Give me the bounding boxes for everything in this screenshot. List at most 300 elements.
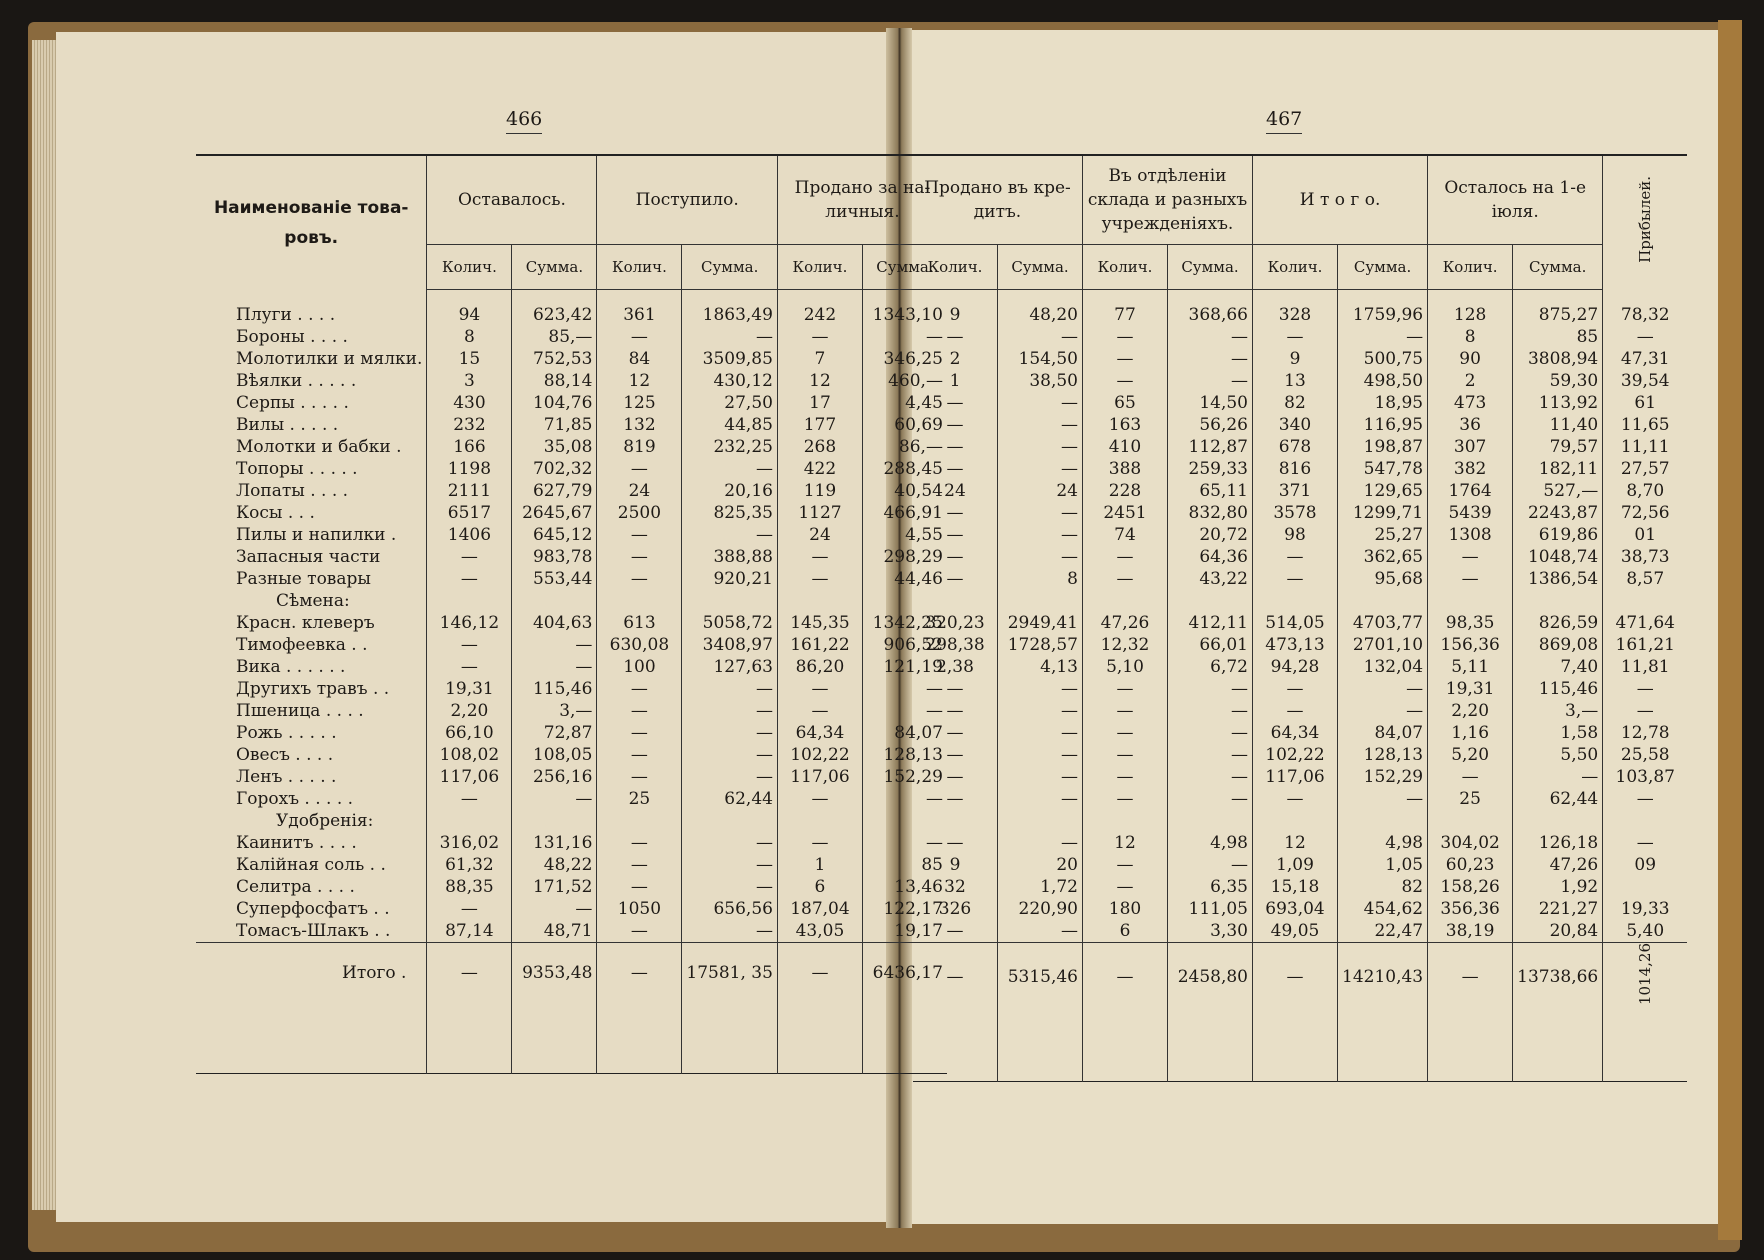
table-cell: 38,50 — [998, 370, 1083, 392]
table-cell: — — [998, 502, 1083, 524]
table-cell: — — [946, 701, 964, 721]
table-cell: 62,44 — [1513, 788, 1603, 810]
table-cell: — — [597, 854, 682, 876]
table-cell: — — [998, 524, 1083, 546]
table-row — [913, 370, 1687, 392]
table-cell: 88,14 — [512, 370, 597, 392]
table-cell: 983,78 — [512, 546, 597, 568]
table-cell: 471,64 — [1603, 612, 1688, 634]
table-cell: 6517 — [427, 502, 512, 524]
table-cell: 79,57 — [1513, 436, 1603, 458]
table-row — [913, 502, 1687, 524]
table-cell: — — [427, 788, 512, 810]
table-cell: 98,35 — [1428, 612, 1513, 634]
table-cell: 2 — [949, 349, 961, 369]
table-cell: — — [1253, 788, 1338, 810]
table-cell: — — [682, 920, 778, 943]
table-cell: — — [998, 326, 1083, 348]
table-cell: 48,22 — [512, 854, 597, 876]
table-cell: 100 — [597, 656, 682, 678]
total-cell: — — [427, 943, 512, 1004]
row-label: Лопаты . . . . — [236, 481, 349, 501]
table-cell: 128 — [1428, 304, 1513, 326]
total-cell: — — [1428, 943, 1513, 1012]
table-row — [196, 744, 947, 766]
header-sold-credit: Продано въ кре-дитъ. — [924, 178, 1071, 222]
row-label: Молотки и бабки . — [236, 437, 402, 457]
table-row — [196, 546, 947, 568]
table-row — [913, 678, 1687, 700]
table-cell: 77 — [1083, 304, 1168, 326]
table-cell: 25 — [1428, 788, 1513, 810]
table-row — [913, 546, 1687, 568]
table-cell: 19,33 — [1603, 898, 1688, 920]
table-cell: 180 — [1083, 898, 1168, 920]
table-cell: 356,36 — [1428, 898, 1513, 920]
table-cell: 112,87 — [1168, 436, 1253, 458]
header-received: Поступило. — [597, 155, 778, 245]
table-cell: 20,72 — [1168, 524, 1253, 546]
table-cell: — — [862, 788, 947, 810]
table-cell: 12 — [1083, 832, 1168, 854]
table-cell: 1,05 — [1338, 854, 1428, 876]
table-cell: 304,02 — [1428, 832, 1513, 854]
table-cell: — — [682, 700, 778, 722]
table-cell: 74 — [1083, 524, 1168, 546]
table-cell: 44,46 — [862, 568, 947, 590]
table-cell: 473 — [1428, 392, 1513, 414]
table-row — [913, 920, 1687, 943]
table-cell: 368,66 — [1168, 304, 1253, 326]
table-cell: 115,46 — [1513, 678, 1603, 700]
table-cell: 40,54 — [862, 480, 947, 502]
table-cell: 90 — [1428, 348, 1513, 370]
table-cell: — — [597, 524, 682, 546]
table-cell: 3578 — [1253, 502, 1338, 524]
table-cell: 32 — [944, 877, 966, 897]
table-cell: 460,— — [862, 370, 947, 392]
table-cell: 61,32 — [427, 854, 512, 876]
table-cell: — — [682, 876, 778, 898]
table-cell: 18,95 — [1338, 392, 1428, 414]
table-cell: — — [946, 393, 964, 413]
row-label: Суперфосфатъ . . — [236, 899, 390, 919]
header-sum: Сумма. — [862, 245, 947, 290]
table-cell: 4,98 — [1338, 832, 1428, 854]
table-cell: — — [597, 832, 682, 854]
table-cell: — — [597, 766, 682, 788]
table-cell: 01 — [1603, 524, 1688, 546]
table-cell: 14,50 — [1168, 392, 1253, 414]
table-cell: 111,05 — [1168, 898, 1253, 920]
table-row — [913, 744, 1687, 766]
table-cell: 1,92 — [1513, 876, 1603, 898]
table-row — [196, 502, 947, 524]
table-cell: 454,62 — [1338, 898, 1428, 920]
table-cell: 410 — [1083, 436, 1168, 458]
table-cell: — — [682, 678, 778, 700]
table-cell: — — [946, 921, 964, 941]
table-cell: 152,29 — [1338, 766, 1428, 788]
table-cell: — — [946, 569, 964, 589]
table-cell: 132,04 — [1338, 656, 1428, 678]
table-cell — [1603, 876, 1688, 898]
table-cell: 84,07 — [1338, 722, 1428, 744]
table-row — [196, 304, 947, 326]
table-cell: — — [682, 326, 778, 348]
table-cell: — — [597, 568, 682, 590]
table-cell: 1050 — [597, 898, 682, 920]
table-row — [196, 700, 947, 722]
table-cell: 48,71 — [512, 920, 597, 943]
table-cell: 5439 — [1428, 502, 1513, 524]
table-cell: 627,79 — [512, 480, 597, 502]
table-cell: 422 — [777, 458, 862, 480]
table-cell: 24 — [597, 480, 682, 502]
table-cell: 25,58 — [1603, 744, 1688, 766]
table-cell: 177 — [777, 414, 862, 436]
table-cell: — — [597, 678, 682, 700]
table-cell: 66,01 — [1168, 634, 1253, 656]
table-cell: 869,08 — [1513, 634, 1603, 656]
table-cell: 66,10 — [427, 722, 512, 744]
table-cell: 171,52 — [512, 876, 597, 898]
total-cell: 9353,48 — [512, 943, 597, 1004]
section-label: Сѣмена: — [276, 591, 350, 611]
header-qty: Колич. — [777, 245, 862, 290]
table-cell: 129,65 — [1338, 480, 1428, 502]
table-cell: 12 — [1253, 832, 1338, 854]
table-cell: 656,56 — [682, 898, 778, 920]
header-total: И т о г о. — [1253, 155, 1428, 245]
table-cell: 182,11 — [1513, 458, 1603, 480]
page-number-right: 467 — [1266, 108, 1302, 130]
total-row — [196, 943, 947, 1004]
table-cell: — — [998, 920, 1083, 943]
table-cell: 3 — [427, 370, 512, 392]
table-cell: 816 — [1253, 458, 1338, 480]
table-cell: 119 — [777, 480, 862, 502]
table-cell: 3,30 — [1168, 920, 1253, 943]
table-cell: 60,23 — [1428, 854, 1513, 876]
table-row — [913, 766, 1687, 788]
row-label: Вилы . . . . . — [236, 415, 339, 435]
total-label: Итого . — [196, 943, 427, 1004]
table-cell: 47,26 — [1513, 854, 1603, 876]
table-cell: — — [1083, 326, 1168, 348]
table-row — [196, 524, 947, 546]
table-cell: — — [1253, 678, 1338, 700]
table-cell: 36 — [1428, 414, 1513, 436]
table-cell: — — [597, 920, 682, 943]
table-row — [196, 568, 947, 590]
table-cell: 1,72 — [998, 876, 1083, 898]
table-cell: 94,28 — [1253, 656, 1338, 678]
table-cell: 145,35 — [777, 612, 862, 634]
table-cell: — — [1253, 546, 1338, 568]
header-sum: Сумма. — [1513, 245, 1603, 290]
table-cell: 19,31 — [427, 678, 512, 700]
table-cell: 15,18 — [1253, 876, 1338, 898]
table-cell: 825,35 — [682, 502, 778, 524]
header-profit: Прибылей. — [1603, 155, 1688, 290]
table-cell: — — [1168, 722, 1253, 744]
table-cell: 38,73 — [1603, 546, 1688, 568]
table-row — [913, 898, 1687, 920]
table-row — [196, 458, 947, 480]
table-cell: — — [777, 788, 862, 810]
table-cell: 619,86 — [1513, 524, 1603, 546]
table-cell: — — [1168, 744, 1253, 766]
table-cell: 24 — [998, 480, 1083, 502]
table-cell: 64,34 — [1253, 722, 1338, 744]
total-cell: 14210,43 — [1338, 943, 1428, 1012]
row-label: Вѣялки . . . . . — [236, 371, 357, 391]
header-qty: Колич. — [597, 245, 682, 290]
table-cell: — — [427, 568, 512, 590]
total-cell: 13738,66 — [1513, 943, 1603, 1012]
table-cell: 361 — [597, 304, 682, 326]
table-row — [196, 480, 947, 502]
table-cell: 72,56 — [1603, 502, 1688, 524]
table-cell: — — [998, 436, 1083, 458]
table-cell: — — [1083, 766, 1168, 788]
table-row — [913, 568, 1687, 590]
table-cell: 1,58 — [1513, 722, 1603, 744]
table-cell: 2243,87 — [1513, 502, 1603, 524]
table-cell: 678 — [1253, 436, 1338, 458]
table-cell: 8,70 — [1603, 480, 1688, 502]
table-cell: — — [998, 744, 1083, 766]
table-cell: — — [998, 722, 1083, 744]
page-edges — [32, 40, 56, 1210]
table-cell: 2 — [1428, 370, 1513, 392]
total-cell: — — [1083, 943, 1168, 1012]
table-cell: 1308 — [1428, 524, 1513, 546]
table-cell: 108,05 — [512, 744, 597, 766]
table-row — [196, 392, 947, 414]
table-cell: — — [777, 700, 862, 722]
table-cell: 15 — [427, 348, 512, 370]
row-label: Косы . . . — [236, 503, 315, 523]
table-cell: — — [1168, 766, 1253, 788]
table-cell: 1342,25 — [862, 612, 947, 634]
table-cell: 127,63 — [682, 656, 778, 678]
table-cell: 3,— — [1513, 700, 1603, 722]
row-label: Плуги . . . . — [236, 305, 336, 325]
table-cell: 268 — [777, 436, 862, 458]
table-cell: 6,72 — [1168, 656, 1253, 678]
table-cell: 19,17 — [862, 920, 947, 943]
table-cell: 47,26 — [1083, 612, 1168, 634]
table-cell: — — [998, 546, 1083, 568]
table-cell: 5,20 — [1428, 744, 1513, 766]
table-cell: 875,27 — [1513, 304, 1603, 326]
table-cell: 2645,67 — [512, 502, 597, 524]
table-cell: 86,20 — [777, 656, 862, 678]
table-cell: 514,05 — [1253, 612, 1338, 634]
table-cell: 6 — [1083, 920, 1168, 943]
table-cell: 232,25 — [682, 436, 778, 458]
table-cell: 48,20 — [998, 304, 1083, 326]
page-number-left: 466 — [506, 108, 542, 130]
table-row — [913, 458, 1687, 480]
table-cell: 7 — [777, 348, 862, 370]
table-cell: — — [1253, 326, 1338, 348]
table-cell: 121,19 — [862, 656, 947, 678]
table-cell: 20,84 — [1513, 920, 1603, 943]
table-cell: 39,54 — [1603, 370, 1688, 392]
table-cell: — — [1083, 744, 1168, 766]
table-cell: 22,47 — [1338, 920, 1428, 943]
table-cell: 132 — [597, 414, 682, 436]
table-cell: — — [427, 898, 512, 920]
table-cell: 1343,10 — [862, 304, 947, 326]
total-cell: 6436,17 — [862, 943, 947, 1004]
table-cell: 259,33 — [1168, 458, 1253, 480]
table-cell: 920,21 — [682, 568, 778, 590]
table-row — [913, 304, 1687, 326]
table-cell: 64,34 — [777, 722, 862, 744]
table-cell: — — [1603, 788, 1688, 810]
table-row — [913, 414, 1687, 436]
row-label: Другихъ травъ . . — [236, 679, 390, 699]
table-cell: 11,65 — [1603, 414, 1688, 436]
table-cell: 371 — [1253, 480, 1338, 502]
table-cell: 104,76 — [512, 392, 597, 414]
table-cell: — — [1083, 722, 1168, 744]
table-cell: 49,05 — [1253, 920, 1338, 943]
table-cell: 59,30 — [1513, 370, 1603, 392]
table-cell: 340 — [1253, 414, 1338, 436]
table-row — [196, 370, 947, 392]
table-cell: — — [1168, 854, 1253, 876]
table-cell: 43,22 — [1168, 568, 1253, 590]
table-cell: 1 — [777, 854, 862, 876]
table-cell: — — [1338, 678, 1428, 700]
table-cell: 326 — [938, 899, 972, 919]
header-qty: Колич. — [1083, 245, 1168, 290]
table-row — [913, 392, 1687, 414]
row-label: Молотилки и мялки. — [236, 349, 423, 369]
table-cell: 11,40 — [1513, 414, 1603, 436]
table-cell: — — [512, 656, 597, 678]
table-cell: — — [946, 745, 964, 765]
table-cell: 78,32 — [1603, 304, 1688, 326]
total-cell: 1014,26 — [1603, 943, 1688, 1012]
table-row — [196, 612, 947, 634]
table-cell: — — [427, 656, 512, 678]
table-cell: — — [1083, 546, 1168, 568]
table-cell: — — [946, 723, 964, 743]
table-cell: — — [682, 854, 778, 876]
table-cell: — — [682, 832, 778, 854]
table-cell: 298,38 — [925, 635, 985, 655]
table-row — [913, 436, 1687, 458]
table-cell: 27,57 — [1603, 458, 1688, 480]
row-label: Пилы и напилки . — [236, 525, 397, 545]
table-cell: 7,40 — [1513, 656, 1603, 678]
total-cell: — — [597, 943, 682, 1004]
table-cell: 102,22 — [777, 744, 862, 766]
table-cell: 108,02 — [427, 744, 512, 766]
table-cell: 126,18 — [1513, 832, 1603, 854]
table-cell: 11,11 — [1603, 436, 1688, 458]
table-cell: 228 — [1083, 480, 1168, 502]
row-label: Овесъ . . . . — [236, 745, 334, 765]
table-row — [196, 678, 947, 700]
table-cell: — — [1513, 766, 1603, 788]
table-row — [196, 436, 947, 458]
row-label: Томасъ-Шлакъ . . — [236, 921, 391, 941]
table-cell: — — [1168, 700, 1253, 722]
table-cell: — — [597, 744, 682, 766]
table-cell: — — [1428, 568, 1513, 590]
table-cell: 320,23 — [925, 613, 985, 633]
table-cell: 242 — [777, 304, 862, 326]
table-cell: — — [862, 326, 947, 348]
row-label: Разные товары — [236, 569, 371, 589]
table-cell: — — [597, 700, 682, 722]
table-row — [196, 348, 947, 370]
row-label: Тимофеевка . . — [236, 635, 368, 655]
table-cell: 316,02 — [427, 832, 512, 854]
table-cell: — — [777, 678, 862, 700]
header-left-july: Осталось на 1-е іюля. — [1428, 155, 1603, 245]
table-cell: 1863,49 — [682, 304, 778, 326]
row-label: Каинитъ . . . . — [236, 833, 357, 853]
table-cell: 3509,85 — [682, 348, 778, 370]
table-row — [913, 656, 1687, 678]
table-cell: 412,11 — [1168, 612, 1253, 634]
header-remained: Оставалось. — [427, 155, 597, 245]
table-cell: — — [946, 547, 964, 567]
table-cell: 71,85 — [512, 414, 597, 436]
table-cell: — — [1338, 700, 1428, 722]
table-row — [196, 656, 947, 678]
total-cell: — — [913, 943, 998, 1012]
table-cell: 4,13 — [998, 656, 1083, 678]
row-label: Рожь . . . . . — [236, 723, 337, 743]
table-cell: — — [512, 788, 597, 810]
table-cell: 2,38 — [936, 657, 974, 677]
table-cell: 152,29 — [862, 766, 947, 788]
table-cell: 9 — [949, 855, 961, 875]
table-cell: — — [946, 415, 964, 435]
table-cell: 630,08 — [597, 634, 682, 656]
table-row — [913, 876, 1687, 898]
table-cell: 146,12 — [427, 612, 512, 634]
table-cell: 404,63 — [512, 612, 597, 634]
table-cell: 85,— — [512, 326, 597, 348]
row-label: Запасныя части — [236, 547, 381, 567]
table-cell: 12,78 — [1603, 722, 1688, 744]
table-row — [196, 832, 947, 854]
table-cell: 9 — [949, 305, 961, 325]
table-cell: 645,12 — [512, 524, 597, 546]
header-branch: Въ отдѣленіи склада и разныхъ учрежденіяхъ. — [1083, 155, 1253, 245]
table-cell: 220,90 — [998, 898, 1083, 920]
table-cell: — — [998, 700, 1083, 722]
table-cell: 1764 — [1428, 480, 1513, 502]
table-cell: 826,59 — [1513, 612, 1603, 634]
table-cell: 5058,72 — [682, 612, 778, 634]
table-cell: 6 — [777, 876, 862, 898]
table-cell: 2451 — [1083, 502, 1168, 524]
table-cell: 5,11 — [1428, 656, 1513, 678]
table-row — [913, 722, 1687, 744]
left-ledger-table — [196, 154, 947, 1074]
